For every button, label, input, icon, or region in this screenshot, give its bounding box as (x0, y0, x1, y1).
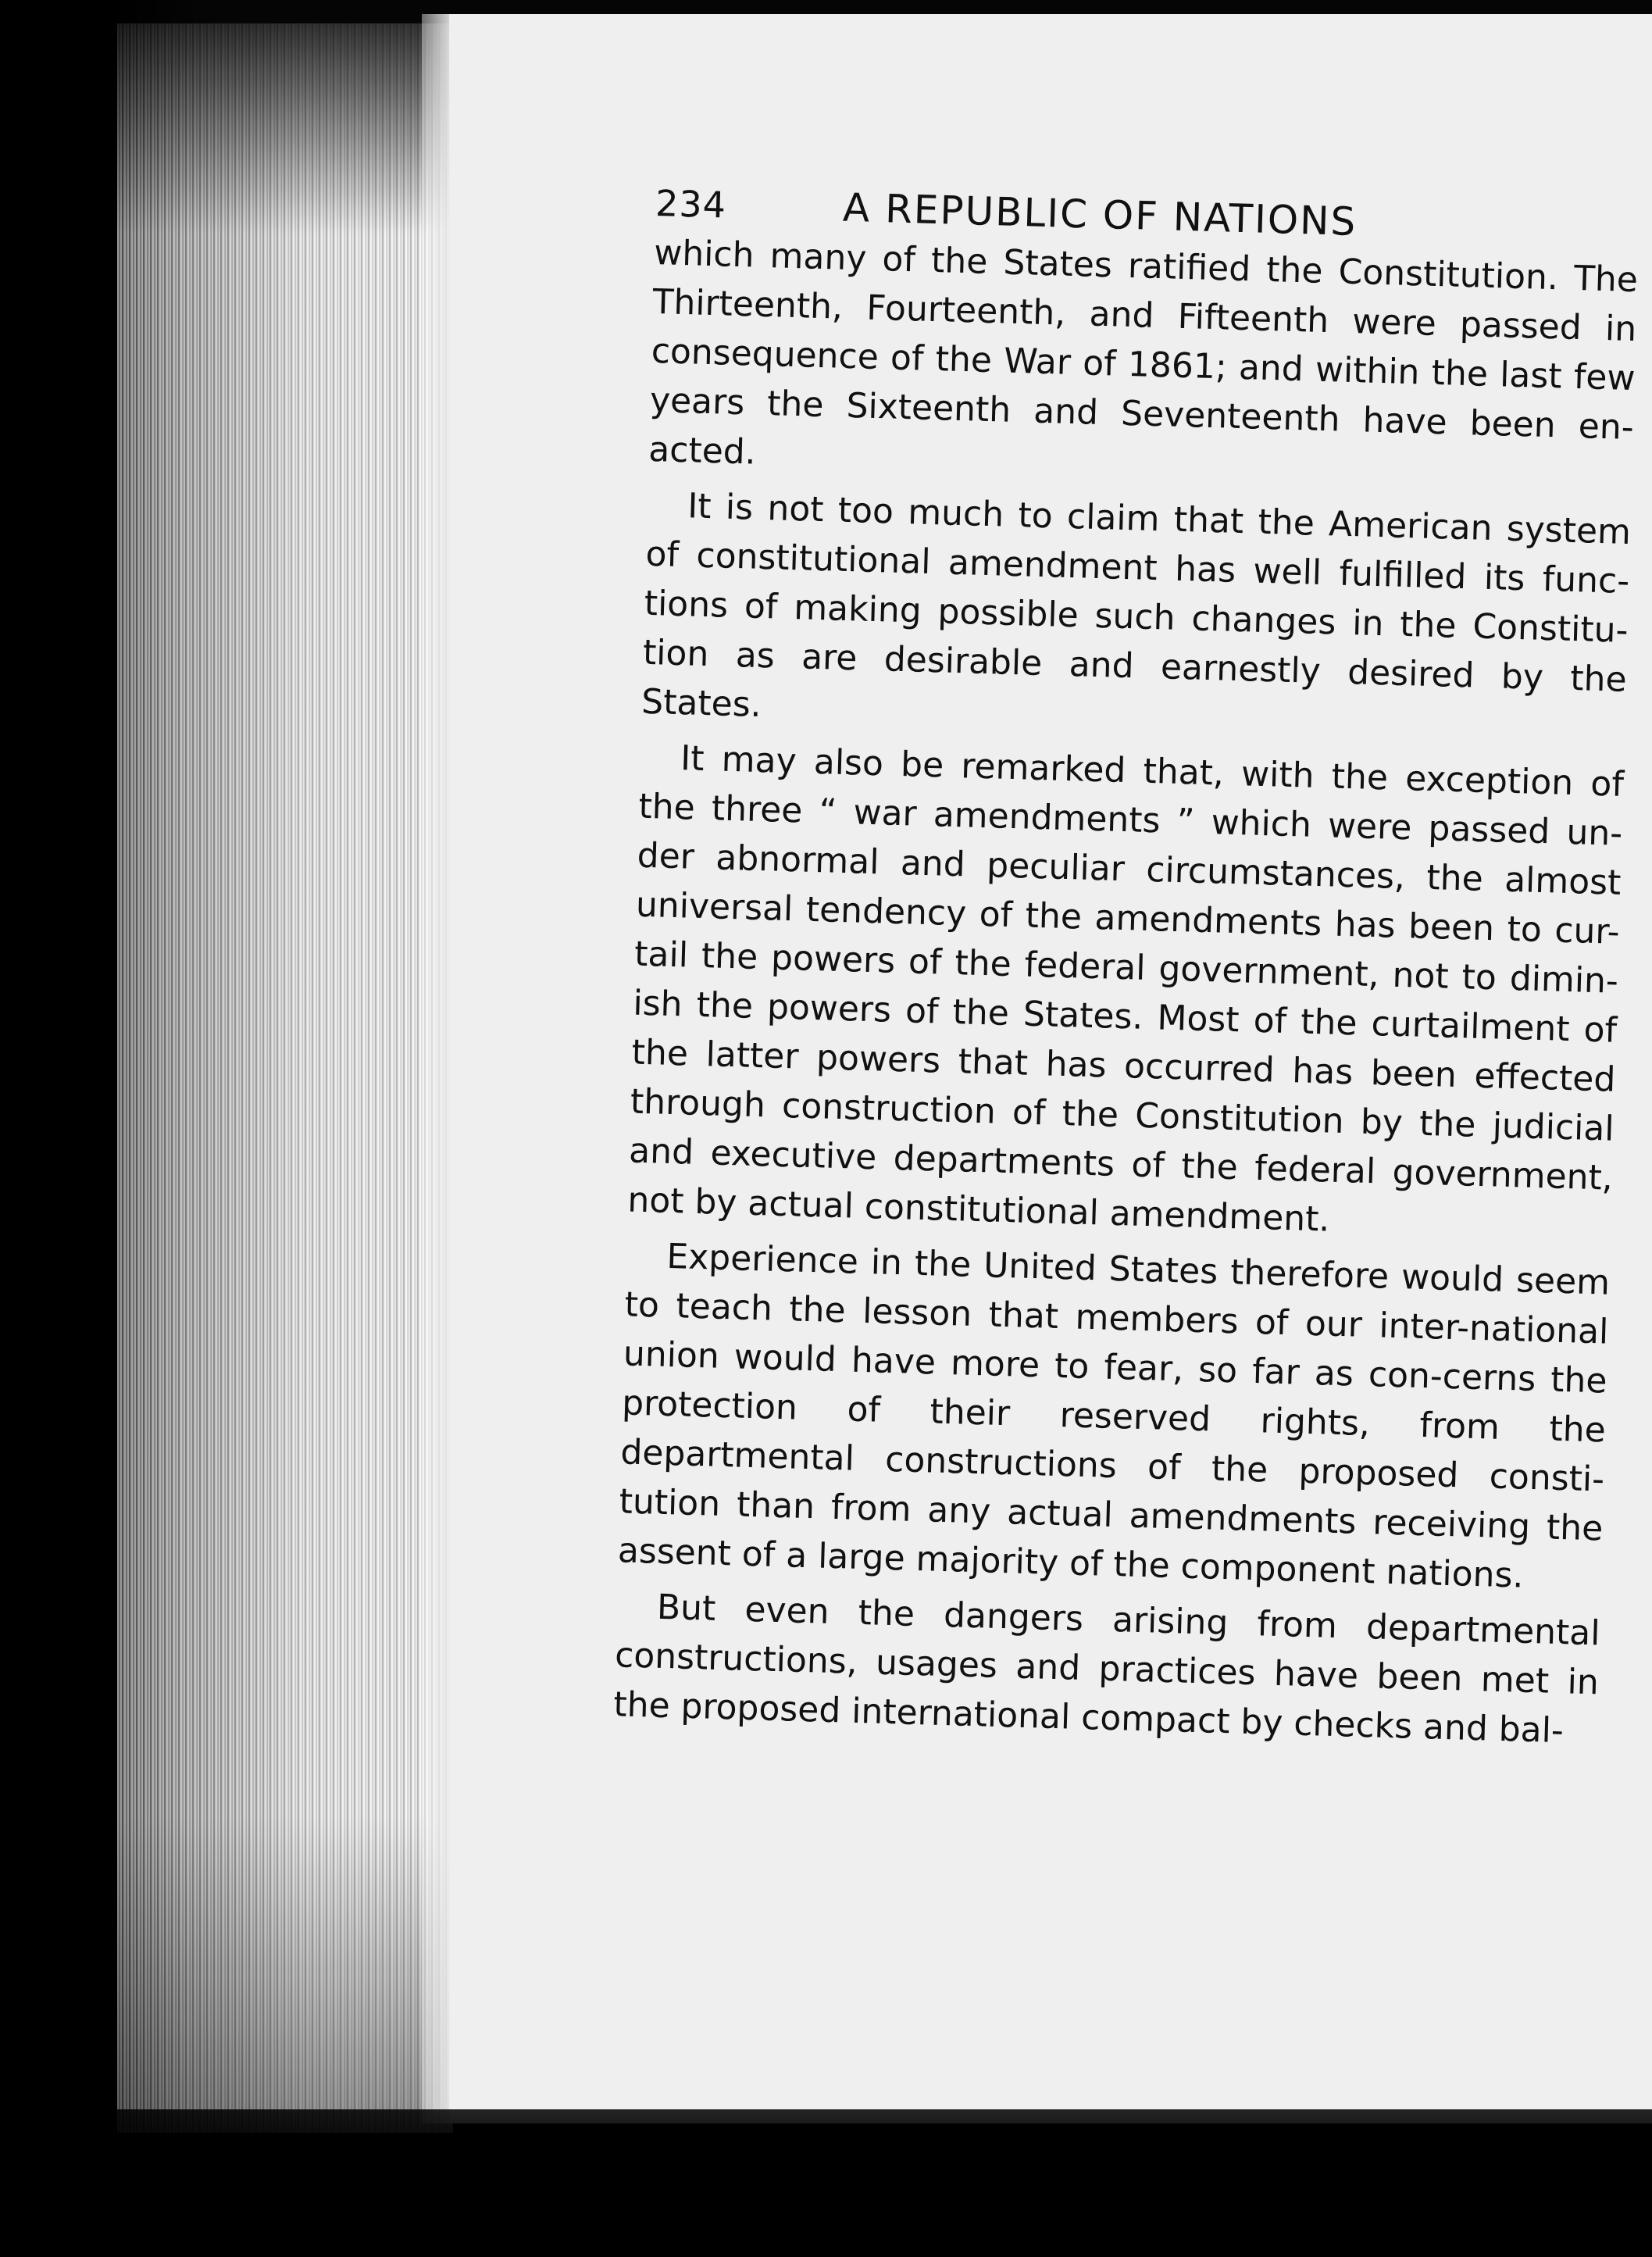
bottom-shadow (0, 2109, 1652, 2257)
paragraph: But even the dangers arising from departmental constructions, usages and practices have been met in the proposed international compact by checks and bal- (612, 1587, 1601, 1752)
page-number: 234 (655, 181, 727, 227)
page-gutter (422, 14, 450, 2123)
paragraph: It may also be remarked that, with the exception of the three “ war amendments ” which were passed un-der abnormal and peculiar circumstances, the almost universal tendency of the amendments has been to cur-tail the powers of the federal government, not to dimin-ish the powers of the States. Most of the curtailment of the latter powers that has occurred has been effected through construction of the Constitution by the judicial and executive departments of the federal government, not by actual constitutional amendment. (626, 738, 1625, 1240)
running-title: A REPUBLIC OF NATIONS (842, 184, 1358, 245)
page-text-block (613, 180, 1640, 1756)
paragraph: which many of the States ratified the Constitution. The Thirteenth, Fourteenth, and Fifteenth were passed in consequence of the War of 1861; and within the last few years the Sixteenth and Seventeenth have been en-acted. (648, 232, 1639, 473)
page-edges (117, 23, 453, 2133)
paragraph: It is not too much to claim that the American system of constitutional amendment has well fulfilled its func-tions of making possible such changes in the Constitu-tion as are desirable and earnestly desired by the States. (640, 486, 1632, 726)
body-text (613, 228, 1639, 1756)
paragraph: Experience in the United States therefore would seem to teach the lesson that members of our inter-national union would have more to fear, so far as con-cerns the protection of their reserved rights, from the departmental constructions of the proposed consti-tution than from any actual amendments receiving the assent of a large majority of the component nations. (617, 1236, 1611, 1596)
